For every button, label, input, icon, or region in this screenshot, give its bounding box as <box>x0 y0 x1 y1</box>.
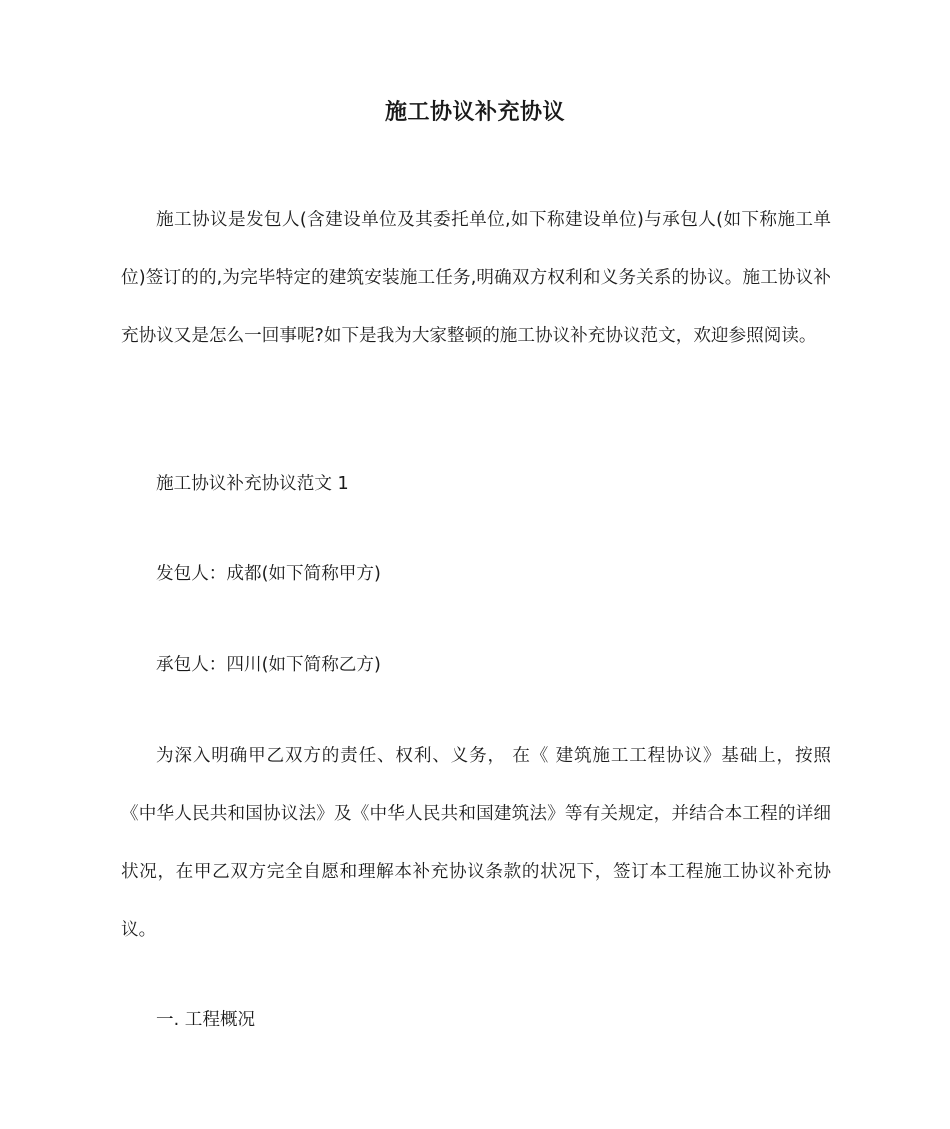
intro-paragraph: 施工协议是发包人(含建设单位及其委托单位,如下称建设单位)与承包人(如下称施工单位)签订的的,为完毕特定的建筑安装施工任务,明确双方权利和义务关系的协议。施工协议补充协议又是怎么一回事呢?如下是我为大家整顿的施工协议补充协议范文，欢迎参照阅读。 <box>121 210 831 346</box>
party-b-line: 承包人：四川(如下简称乙方) <box>156 655 381 675</box>
document-title: 施工协议补充协议 <box>384 100 565 125</box>
section-heading-overview: 一. 工程概况 <box>156 1010 256 1030</box>
party-a-line: 发包人：成都(如下简称甲方) <box>156 564 381 584</box>
purpose-paragraph: 为深入明确甲乙双方的责任、权利、义务， 在《 建筑施工工程协议》基础上，按照《中华人民共和国协议法》及《中华人民共和国建筑法》等有关规定，并结合本工程的详细状况，在甲乙双方完全自愿和理解本补充协议条款的状况下，签订本工程施工协议补充协议。 <box>121 746 831 940</box>
sample-heading: 施工协议补充协议范文 1 <box>156 474 349 494</box>
